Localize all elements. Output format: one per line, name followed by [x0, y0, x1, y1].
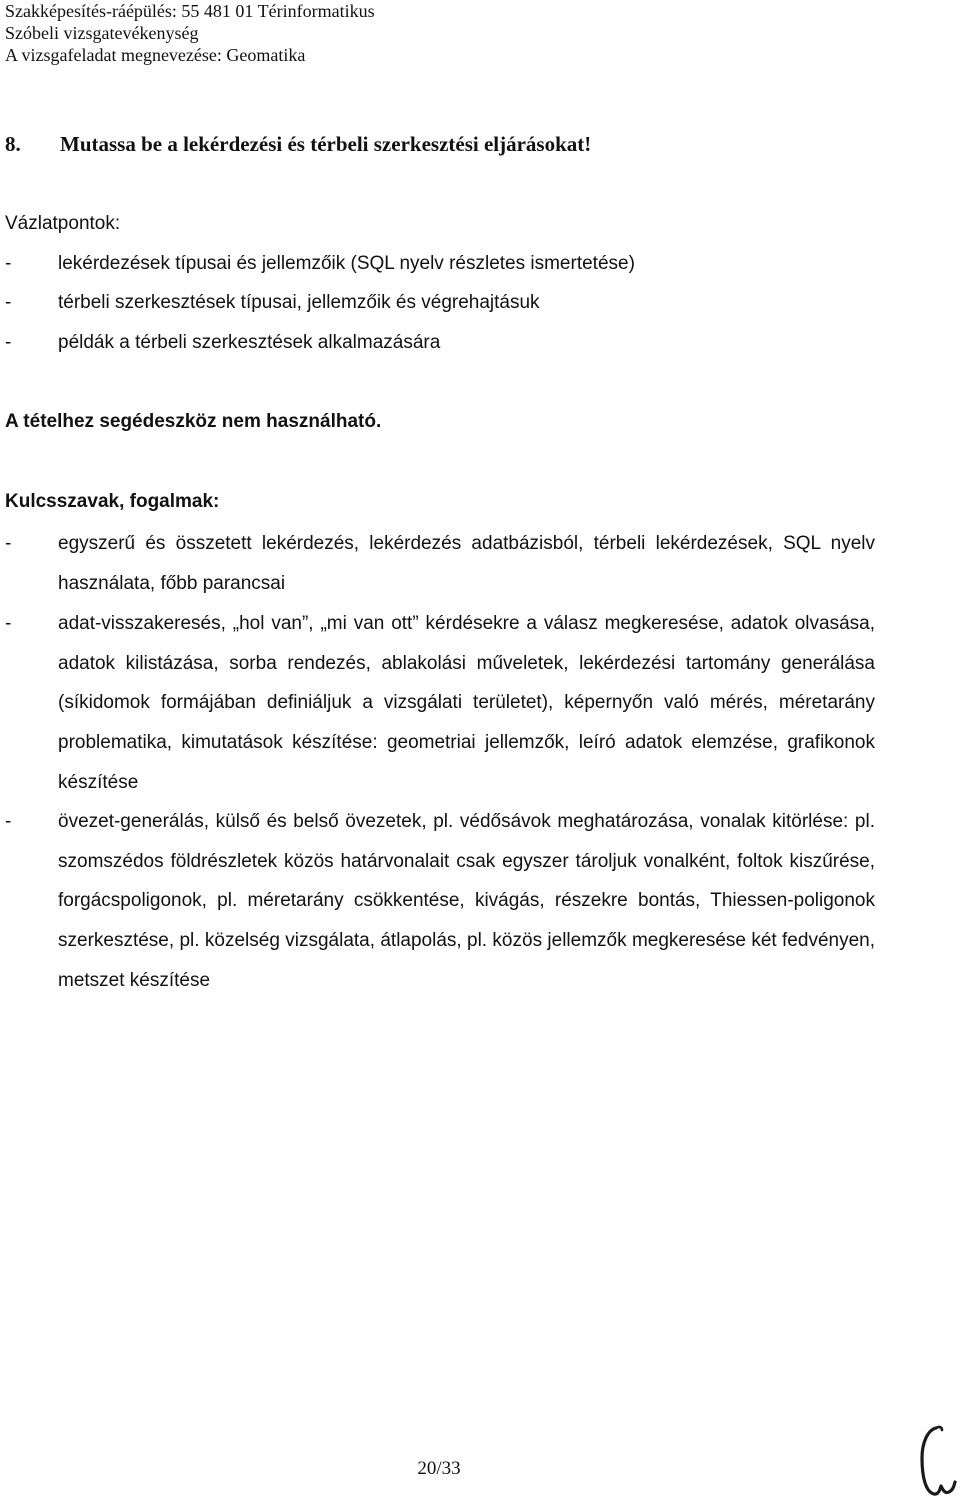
keyword-item-text: övezet-generálás, külső és belső övezetek, pl. védősávok meghatározása, vonalak kitörlése: pl. szomszédos földrészletek közös határvonalait csak egyszer tároljuk vonalként, foltok kiszűrése, forgácspoligonok, pl. méretarány csökkentése, kivágás, részekre bontás, Thiessen-poligonok szerkesztése, pl. közelség vizsgálata, átlapolás, pl. közös jellemzők megkeresése két fedvényen, metszet készítése — [58, 811, 875, 991]
keyword-item — [5, 802, 875, 1001]
task-heading — [5, 130, 591, 158]
header-exam-activity: Szóbeli vizsgatevékenység — [5, 23, 199, 43]
handwritten-signature — [914, 1420, 958, 1502]
header-exam-task-name: A vizsgafeladat megnevezése: Geomatika — [5, 45, 306, 65]
outline-item — [5, 291, 540, 315]
outline-item-text: lekérdezések típusai és jellemzőik (SQL nyelv részletes ismertetése) — [58, 253, 635, 274]
keyword-item-text: adat-visszakeresés, „hol van”, „mi van ott” kérdésekre a válasz megkeresése, adatok olvasása, adatok kilistázása, sorba rendezés, ablakolási műveletek, lekérdezési tartomány generálása (síkidomok formájában definiáljuk a vizsgálati területet), képernyőn való mérés, méretarány problematika, kimutatások készítése: geometriai jellemzők, leíró adatok elemzése, grafikonok készítése — [58, 613, 875, 793]
outline-item-text: térbeli szerkesztések típusai, jellemzőik és végrehajtásuk — [58, 292, 540, 313]
task-title: Mutassa be a lekérdezési és térbeli szerkesztési eljárásokat! — [60, 132, 592, 156]
page-number: 20/33 — [417, 1458, 461, 1479]
keywords-label: Kulcsszavak, fogalmak: — [5, 491, 220, 512]
outline-label: Vázlatpontok: — [5, 213, 121, 234]
header-qualification: Szakképesítés-ráépülés: 55 481 01 Térinformatikus — [5, 1, 375, 21]
list-dash: - — [5, 533, 12, 554]
outline-item-text: példák a térbeli szerkesztések alkalmazására — [58, 332, 441, 353]
list-dash: - — [5, 811, 12, 832]
list-dash: - — [5, 332, 12, 353]
keyword-item — [5, 604, 875, 803]
aids-note: A tételhez segédeszköz nem használható. — [5, 411, 382, 432]
keyword-item — [5, 524, 875, 603]
list-dash: - — [5, 292, 12, 313]
list-dash: - — [5, 253, 12, 274]
keyword-item-text: egyszerű és összetett lekérdezés, lekérdezés adatbázisból, térbeli lekérdezések, SQL nyelv használata, főbb parancsai — [58, 533, 875, 594]
outline-item — [5, 331, 440, 355]
list-dash: - — [5, 613, 12, 634]
task-number: 8. — [5, 132, 21, 156]
outline-item — [5, 252, 635, 276]
